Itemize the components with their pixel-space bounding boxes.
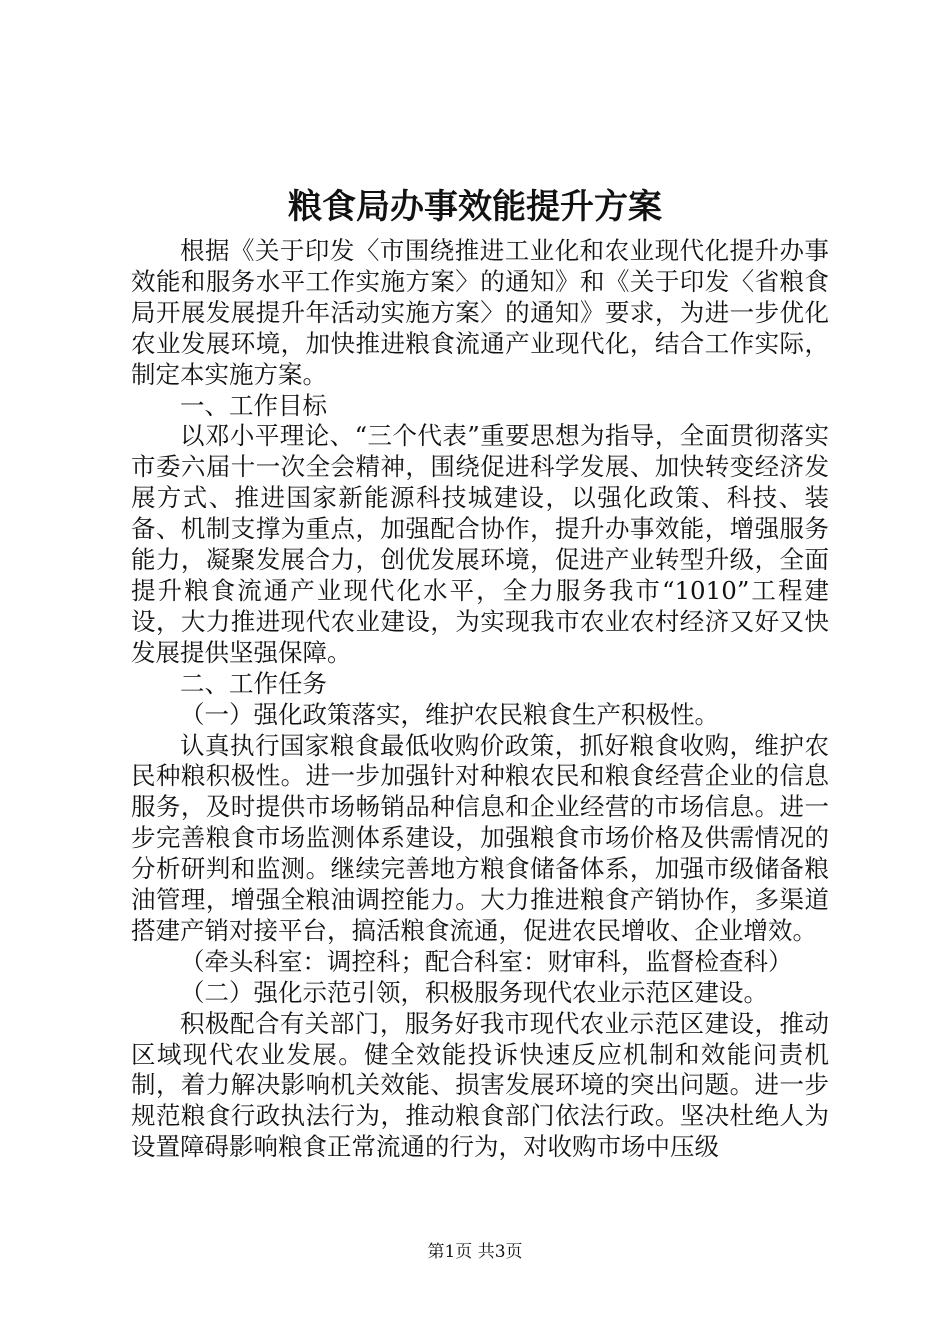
goals-paragraph: 以邓小平理论、“三个代表”重要思想为指导，全面贯彻落实市委六届十一次全会精神，围绕促进科学发展、加快转变经济发展方式、推进国家新能源科技城建设，以强化政策、科技、装备、机制支撑为重点，加强配合协作，提升办事效能，增强服务能力，凝聚发展合力，创优发展环境，促进产业转型升级，全面提升粮食流通产业现代化水平，全力服务我市“1010”工程建设，大力推进现代农业建设，为实现我市农业农村经济又好又快发展提供坚强保障。	[131, 421, 829, 667]
intro-paragraph: 根据《关于印发〈市围绕推进工业化和农业现代化提升办事效能和服务水平工作实施方案〉的通知》和《关于印发〈省粮食局开展发展提升年活动实施方案〉的通知》要求，为进一步优化农业发展环境，加快推进粮食流通产业现代化，结合工作实际，制定本实施方案。	[131, 236, 829, 389]
task-heading-2: （二）强化示范引领，积极服务现代农业示范区建设。	[180, 977, 768, 1007]
task-2-paragraph: 积极配合有关部门，服务好我市现代农业示范区建设，推动区域现代农业发展。健全效能投诉快速反应机制和效能问责机制，着力解决影响机关效能、损害发展环境的突出问题。进一步规范粮食行政执法行为，推动粮食部门依法行政。坚决杜绝人为设置障碍影响粮食正常流通的行为，对收购市场中压级	[131, 1008, 829, 1162]
task-1-departments: （牵头科室：调控科；配合科室：财审科，监督检查科）	[180, 946, 793, 976]
document-title: 粮食局办事效能提升方案	[288, 187, 662, 227]
document-body	[131, 236, 829, 1163]
task-heading-1: （一）强化政策落实，维护农民粮食生产积极性。	[180, 699, 719, 729]
page-number-footer: 第1页 共3页	[427, 1242, 523, 1262]
task-1-paragraph: 认真执行国家粮食最低收购价政策，抓好粮食收购，维护农民种粮积极性。进一步加强针对种粮农民和粮食经营企业的信息服务，及时提供市场畅销品种信息和企业经营的市场信息。进一步完善粮食市场监测体系建设，加强粮食市场价格及供需情况的分析研判和监测。继续完善地方粮食储备体系，加强市级储备粮油管理，增强全粮油调控能力。大力推进粮食产销协作，多渠道搭建产销对接平台，搞活粮食流通，促进农民增收、企业增效。	[131, 730, 829, 945]
section-heading-goals: 一、工作目标	[180, 390, 327, 420]
section-heading-tasks: 二、工作任务	[180, 668, 327, 698]
